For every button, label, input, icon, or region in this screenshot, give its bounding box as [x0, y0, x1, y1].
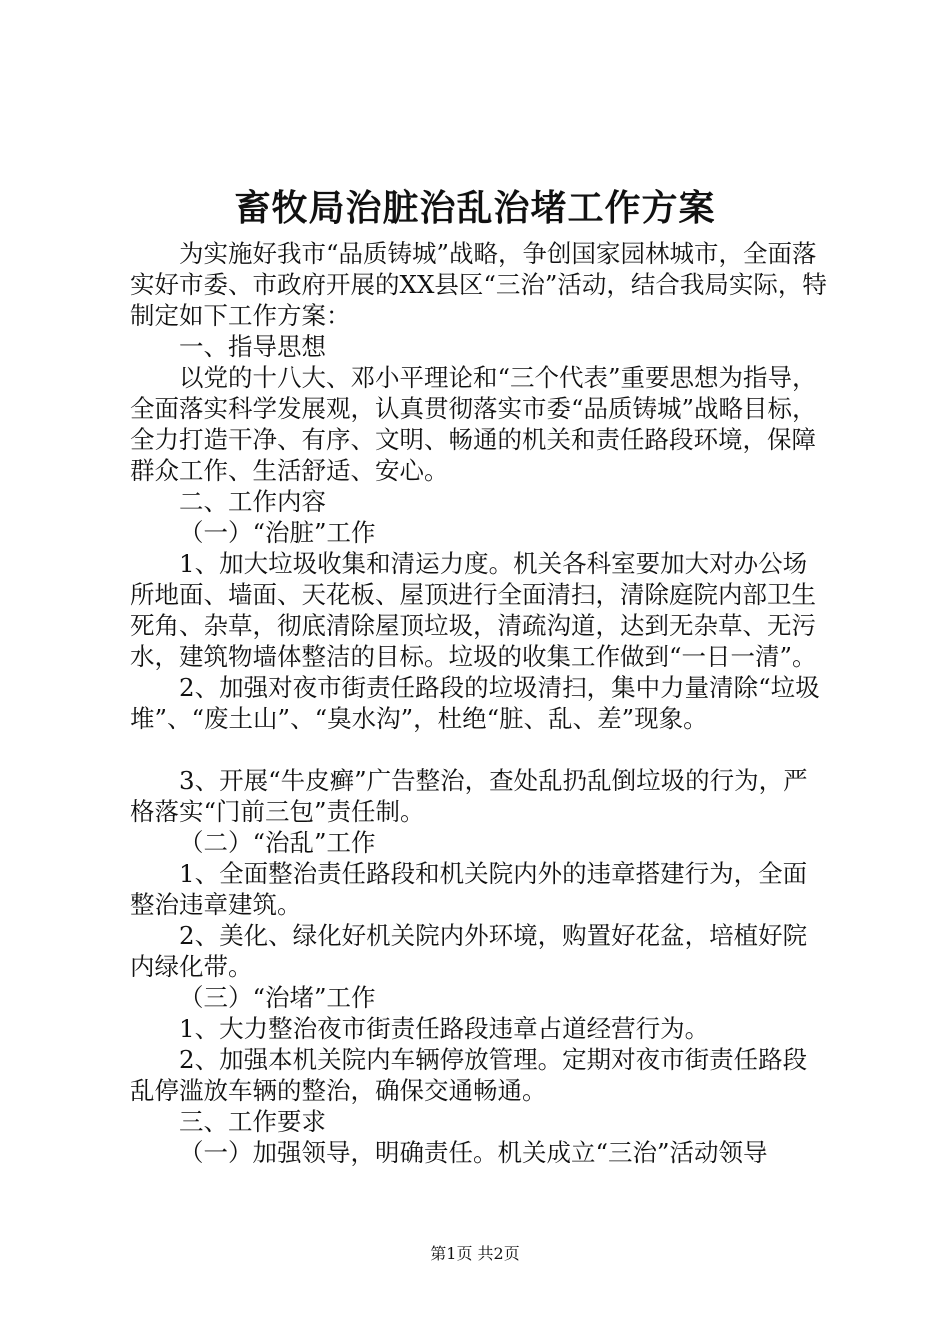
- paragraph-dirt-3: 3、开展“牛皮癣”广告整治，查处乱扔乱倒垃圾的行为，严格落实“门前三包”责任制。: [130, 766, 808, 826]
- document-body: [130, 238, 830, 1168]
- paragraph-disorder-1: 1、全面整治责任路段和机关院内外的违章搭建行为，全面整治违章建筑。: [130, 859, 808, 919]
- paragraph-requirements-1: （一）加强领导，明确责任。机关成立“三治”活动领导: [179, 1138, 768, 1167]
- heading-guiding-thought: 一、指导思想: [179, 332, 326, 361]
- heading-work-content: 二、工作内容: [179, 487, 326, 516]
- paragraph-congestion-2: 2、加强本机关院内车辆停放管理。定期对夜市街责任路段乱停滥放车辆的整治，确保交通畅通。: [130, 1045, 808, 1105]
- page-footer: 第1页 共2页: [430, 1244, 520, 1263]
- paragraph-guiding-thought: 以党的十八大、邓小平理论和“三个代表”重要思想为指导，全面落实科学发展观，认真贯彻落实市委“品质铸城”战略目标，全力打造干净、有序、文明、畅通的机关和责任路段环境，保障群众工作、生活舒适、安心。: [130, 363, 817, 485]
- subheading-congestion: （三）“治堵”工作: [179, 983, 376, 1012]
- subheading-disorder: （二）“治乱”工作: [179, 828, 376, 857]
- paragraph-dirt-2: 2、加强对夜市街责任路段的垃圾清扫，集中力量清除“垃圾堆”、“废土山”、“臭水沟”，杜绝“脏、乱、差”现象。: [130, 673, 820, 733]
- paragraph-intro: 为实施好我市“品质铸城”战略，争创国家园林城市，全面落实好市委、市政府开展的XX县区“三治”活动，结合我局实际，特制定如下工作方案：: [130, 239, 827, 330]
- subheading-dirt: （一）“治脏”工作: [179, 518, 376, 547]
- blank-line: [130, 734, 830, 765]
- heading-work-requirements: 三、工作要求: [179, 1107, 326, 1136]
- paragraph-congestion-1: 1、大力整治夜市街责任路段违章占道经营行为。: [179, 1014, 710, 1043]
- paragraph-dirt-1: 1、加大垃圾收集和清运力度。机关各科室要加大对办公场所地面、墙面、天花板、屋顶进行全面清扫，清除庭院内部卫生死角、杂草，彻底清除屋顶垃圾，清疏沟道，达到无杂草、无污水，建筑物墙体整洁的目标。垃圾的收集工作做到“一日一清”。: [130, 549, 817, 671]
- paragraph-disorder-2: 2、美化、绿化好机关院内外环境，购置好花盆，培植好院内绿化带。: [130, 921, 808, 981]
- document-title: 畜牧局治脏治乱治堵工作方案: [234, 187, 716, 229]
